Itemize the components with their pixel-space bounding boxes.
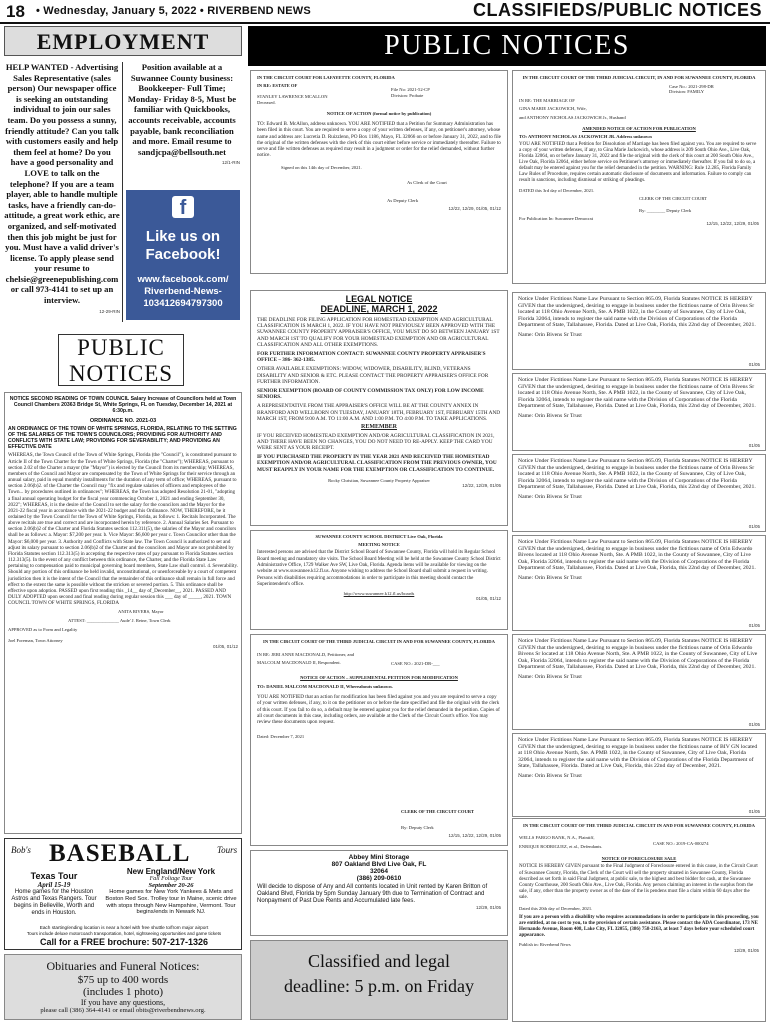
court1-division: Division: Probate bbox=[391, 93, 424, 98]
court3-date: 12/15, 12/22, 12/29, 01/05 bbox=[448, 833, 501, 838]
fictitious-notice bbox=[512, 634, 766, 730]
court1-title: NOTICE OF ACTION (formal notice by publication) bbox=[326, 111, 432, 117]
court3-dated: Dated: December 7, 2021 bbox=[257, 733, 305, 739]
fictitious-body: Notice Under Fictitious Name Law Pursuant to Section 865.09, Florida Statutes NOTICE IS HEREBY GIVEN that the undersigned, desiring to engage in business under the fictitious name of Orin Bivens Sr located at 118 Ohio Avenue North, Ste. A PMB 1022, in the County of Suwannee, City of Live Oak, Florida 32064, intends to register the said name with the Division of Corporations of the Florida Department of State, Tallahassee, Florida. Dated at Live Oak, Florida, this 22nd day of December, 2021. bbox=[518, 458, 756, 491]
storage-date: 12/29, 01/05 bbox=[475, 905, 501, 910]
bobs-label: Bob's bbox=[11, 845, 31, 855]
ordinance-attest: ATTEST: ______________ Aude' J. Reine, Town Clerk bbox=[68, 617, 171, 623]
court3-title: NOTICE OF ACTION – SUPPLEMENTAL PETITION FOR MODIFICATION bbox=[300, 674, 458, 680]
facebook-line1: Like us on bbox=[145, 228, 221, 245]
legal-p5: A REPRESENTATIVE FROM THE APPRAISER'S OFFICE WILL BE AT THE COUNTY ANNEX IN BRANFORD AND WELLBORN ON TUESDAY, JANUARY 18TH, FEBRUARY 1ST, FEBRUARY 15TH AND MARCH 1ST, FROM 9:00 A.M. TO 11:00 A.M. AND 1:00 P.M. TO 4:00 P.M. TO TAKE APPLICATIONS. bbox=[257, 403, 501, 422]
page-header bbox=[0, 0, 770, 24]
obit-contact: please call (386) 364-4141 or email obits@riverbendnews.org. bbox=[40, 1007, 206, 1014]
page-number: 18 bbox=[6, 2, 25, 21]
court-notice-modification bbox=[250, 634, 508, 846]
texas-tour bbox=[9, 871, 99, 917]
court3-parties: IN RE: JERI ANNE MACDONALD, Petitioner, and MALCOLM MACDONALD II, Respondent. bbox=[257, 651, 355, 665]
legal-subtitle: DEADLINE, MARCH 1, 2022 bbox=[320, 304, 438, 314]
help-wanted-ad bbox=[4, 62, 120, 314]
court1-date: 12/22, 12/29, 01/05, 01/12 bbox=[448, 205, 501, 211]
fictitious-body: Notice Under Fictitious Name Law Pursuant to Section 865.09, Florida Statutes NOTICE IS HEREBY GIVEN that the undersigned, desiring to engage in business under the fictitious name of Orin Edwardo Bivens Sr located at 118 Ohio Avenue North, Ste. A PMB 1022, in the County of Suwannee, City of Live Oak, Florida 32064, intends to register the said name with the Division of Corporations of the Florida Department of State, Tallahassee, Florida. Dated at Live Oak, Florida, this 22nd day of December, 2021. bbox=[518, 638, 758, 671]
baseball-footer1: Each starting/ending location is near a hotel with free shuttle to/from major airport bbox=[39, 925, 209, 930]
court2-husband: and ANTHONY NICHOLAS JACKOWICH Jr., Husband bbox=[519, 114, 626, 120]
baseball-title: BASEBALL bbox=[49, 840, 191, 867]
obit-price: $75 up to 400 words bbox=[77, 974, 169, 986]
fictitious-date: 01/05 bbox=[748, 722, 760, 727]
facebook-logo-icon: f bbox=[172, 196, 194, 218]
mini-storage-notice bbox=[250, 850, 508, 936]
fictitious-name: Name: Orin Bivens Sr Trust bbox=[518, 772, 582, 779]
obit-photo: (includes 1 photo) bbox=[82, 986, 164, 998]
ad-date: 12-29-RIN bbox=[99, 308, 120, 314]
tours-label: Tours bbox=[217, 845, 238, 855]
storage-body: Will decide to dispose of Any and All contents located in Unit rented by Karen Britton of Oakland Blvd, Florida by 5pm Sunday January 9th due to Termination of Contract and Nonpayment of Past Due Rents and Accumulated late fees. bbox=[257, 884, 488, 904]
legal-p3: OTHER AVAILABLE EXEMPTIONS: WIDOW, WIDOWER, DISABILITY, BLIND, VETERANS DISABILITY AND SENIOR & ETC. PLEASE CONTACT THE PROPERTY APPRAISER'S OFFICE FOR FURTHER INFORMATION. bbox=[257, 366, 489, 385]
employment-heading: EMPLOYMENT bbox=[4, 26, 242, 56]
legal-date: 12/22, 12/29, 01/05 bbox=[462, 483, 501, 489]
foreclosure-notice bbox=[512, 818, 766, 1022]
fictitious-date: 01/05 bbox=[748, 809, 760, 814]
baseball-cta: Call for a FREE brochure: 507-217-1326 bbox=[39, 937, 209, 947]
court2-court: IN THE CIRCUIT COURT OF THE THIRD JUDICIAL CIRCUIT, IN AND FOR SUWANNEE COUNTY, FLORIDA bbox=[522, 75, 756, 80]
bookkeeper-text: Position available at a Suwannee County business: Bookkeeper- Full Time; Monday- Friday 8-5, Must be familiar with Quickbooks, accounts receivable, accounts payable, bank reconciliation and more. Email resume to sandjcpa@bellsouth.net bbox=[127, 62, 237, 157]
texas-title: Texas Tour bbox=[30, 871, 78, 881]
public-notices-label: PUBLIC NOTICES bbox=[58, 334, 184, 386]
ne-sub: Fall Foliage Tour bbox=[149, 876, 193, 882]
foreclosure-title: NOTICE OF FORECLOSURE SALE bbox=[601, 855, 677, 861]
fictitious-notice bbox=[512, 535, 766, 631]
foreclosure-defendant: ENRIQUE RODRIGUEZ, et al., Defendants. bbox=[519, 844, 603, 850]
new-england-tour bbox=[103, 867, 239, 916]
storage-address: 807 Oakland Blvd Live Oak, FL 32064 bbox=[331, 861, 427, 875]
court1-court: IN THE CIRCUIT COURT FOR LAFAYETTE COUNTY, FLORIDA bbox=[257, 75, 395, 80]
ne-body: Home games for New York Yankees & Mets and Boston Red Sox. Trolley tour in Maine, scenic drive with stops through New Hampshire, Vermont. Tour begins/ends in Newark NJ. bbox=[105, 889, 237, 916]
court2-clerk: CLERK OF THE CIRCUIT COURT bbox=[639, 196, 707, 202]
court2-division: Division: FAMILY bbox=[669, 89, 705, 95]
ordinance-subtitle: AN ORDINANCE OF THE TOWN OF WHITE SPRINGS, FLORIDA, RELATING TO THE SETTING OF THE SALARIES OF THE TOWN'S COUNCILORS; PROVIDING FOR AUTHORITY AND CONFLICTS WITH STATE LAW; PROVIDING FOR SEVERABILITY; AND PROVIDING AN EFFECTIVE DATE bbox=[8, 425, 237, 451]
court2-body: YOU ARE NOTIFIED that a Petition for Dissolution of Marriage has been filed against you. You are required to serve a copy of your written defenses, if any, to Gina Marie Jackowich, whose address is 209 South Ohio Ave., Live Oak, Florida 32064, on or before January 31, 2022 and file the original with the clerk of this court at 200 South Ohio Ave., Live Oak, Florida 32064, either before service on Petitioner's attorney or immediately thereafter. If you fail to do so, a default may be entered against you for the relief demanded in the petition. WARNING: Rule 12.285, Florida Family Law Rules of Procedure, requires certain automatic disclosure of documents and information. Failure to comply can result in sanctions, including dismissal or striking of pleadings. bbox=[519, 141, 757, 183]
court2-to: TO: ANTHONY NICHOLAS JACKOWICH JR. Address unknown bbox=[519, 134, 652, 140]
fictitious-date: 01/05 bbox=[748, 362, 760, 367]
court1-deputy: As Deputy Clerk bbox=[387, 197, 419, 203]
court2-title: AMENDED NOTICE OF ACTION FOR PUBLICATION bbox=[582, 125, 696, 131]
storage-phone: (386) 209-0610 bbox=[356, 875, 402, 882]
court2-wife: GINA MARIE JACKOWICH, Wife, bbox=[519, 106, 587, 112]
fictitious-body: Notice Under Fictitious Name Law Pursuant to Section 865.09, Florida Statutes NOTICE IS HEREBY GIVEN that the undersigned, desiring to engage in business under the fictitious name of Orin Bivens Sr located at 118 Ohio Avenue North, Ste. A PMB 1022, in the County of Suwannee, City of Live Oak, Florida 32064, intends to register the said name with the Division of Corporations of the Florida Department of State, Tallahassee, Florida. Dated at Live Oak, Florida, this 22nd day of December, 2021. bbox=[518, 296, 756, 329]
facebook-url: www.facebook.com/ Riverbend-News- 103412694797300 bbox=[137, 274, 229, 309]
court2-re: IN RE: THE MARRIAGE OF bbox=[519, 97, 575, 103]
divider bbox=[122, 62, 123, 322]
ordinance-attorney: Joel Foreman, Town Attorney bbox=[8, 638, 63, 644]
public-notices-banner: PUBLIC NOTICES bbox=[248, 26, 766, 66]
court3-case: CASE NO.: 2021-DR-___ bbox=[391, 661, 440, 666]
ordinance-date: 01/05, 01/12 bbox=[212, 643, 238, 649]
court1-decedent: STANLEY LAWRENCE MCALLON Deceased. bbox=[257, 94, 328, 105]
fictitious-date: 01/05 bbox=[748, 623, 760, 628]
court1-file: File No: 2021-52-CP bbox=[391, 87, 430, 92]
section-title: CLASSIFIEDS/PUBLIC NOTICES bbox=[472, 0, 762, 20]
court2-case: Case No.: 2021-298-DR bbox=[669, 83, 714, 89]
court3-clerk: CLERK OF THE CIRCUIT COURT bbox=[401, 809, 475, 814]
ordinance-heading: NOTICE SECOND READING OF TOWN COUNCIL Salary Increase of Councilors held at Town Council Chambers 20363 Bridge St, White Springs, FL on Tuesday, December 14, 2021 at 6:30p.m. bbox=[9, 396, 237, 415]
school-notice bbox=[250, 530, 508, 630]
foreclosure-body: NOTICE IS HEREBY GIVEN pursuant to the Final Judgment of Foreclosure entered in this cause, in the Circuit Court of Suwannee County, Florida, the Clerk of the Court will sell the property situated in Suwannee County, Florida described as set forth in said Final Judgment, at public sale, to the highest and best bidder for cash, at the Suwannee County Courthouse, 200 South Ohio Ave., Live Oak, Florida. Any person claiming an interest in the surplus from the sale, if any, other than the property owner as of the date of the lis pendens must file a claim within 60 days after the sale. bbox=[519, 864, 758, 901]
baseball-ad[interactable] bbox=[4, 838, 242, 950]
dateline: • Wednesday, January 5, 2022 • RIVERBEND NEWS bbox=[36, 5, 311, 17]
legal-p6: IF YOU RECEIVED HOMESTEAD EXEMPTION AND/OR AGRICULTURAL CLASSIFICATION IN 2021, AND THERE HAVE BEEN NO CHANGES, YOU DO NOT NEED TO RE-APPLY. KEEP THE CARD YOU WERE SENT AS YOUR RECEIPT. bbox=[257, 432, 495, 452]
court1-clerk: As Clerk of the Court bbox=[407, 180, 447, 186]
legal-signer: Rocky Christian, Suwannee County Property Appraiser bbox=[328, 477, 430, 483]
legal-remember: REMEMBER bbox=[361, 424, 397, 431]
deadline-line1: Classified and legal bbox=[308, 951, 450, 971]
foreclosure-ada: If you are a person with a disability who requires accommodations in order to participate in this proceeding, you are entitled, at no cost to you, to the provision of certain assistance. Please contact the ADA Coordinator, 173 NE Hernando Avenue, Room 408, Lake City, FL 32055, (386) 758-2163, at least 7 days before your scheduled court appearance. bbox=[519, 915, 759, 939]
fictitious-body: Notice Under Fictitious Name Law Pursuant to Section 865.09, Florida Statutes NOTICE IS HEREBY GIVEN that the undersigned, desiring to engage in business under the fictitious name of Orin Bivens Sr located at 118 Ohio Avenue North, Ste. A PMB 1022, in the County of Suwannee, City of Live Oak, Florida 32064, intends to register the said name with the Division of Corporations of the Florida Department of State, Tallahassee, Florida. Dated at Live Oak, Florida, this 22nd day of December, 2021. bbox=[518, 377, 756, 410]
legal-title: LEGAL NOTICE bbox=[345, 294, 413, 304]
legal-p7: IF YOU PURCHASED THE PROPERTY IN THE YEAR 2021 AND RECEIVED THE HOMESTEAD EXEMPTION AND/OR AGRICULTURAL CLASSIFICATION FROM THE PREVIOUS OWNER, YOU MUST REAPPLY IN YOUR NAME FOR THE EXEMPTION OR CLASSIFICATION TO CONTINUE. bbox=[257, 454, 497, 473]
foreclosure-date: 12/29, 01/05 bbox=[733, 947, 759, 953]
bookkeeper-ad bbox=[124, 62, 240, 165]
court2-by: By: ________ Deputy Clerk bbox=[639, 207, 692, 213]
help-wanted-text: HELP WANTED - Advertising Sales Representative (sales person) Our newspaper office is seeking an outstanding individual to join our sales team. Do you possess a sunny, friendly attitude? Can you talk with customers easily and help them feel at home? Do you have a good personality and LOVE to talk on the telephone? If you are a team player, able to handle multiple tasks, have a friendly can-do- attitude, a great work ethic, are organized, and self-motivated then this job might be just for you. Must have a valid driver's license. To apply please send your resume to chelsie@greenepublishing.com or call 973-4141 to set up an interview. bbox=[4, 62, 120, 306]
foreclosure-case: CASE NO.: 2019-CA-000274 bbox=[653, 841, 709, 846]
deadline-line2: deadline: 5 p.m. on Friday bbox=[284, 976, 474, 996]
court1-estate: IN RE: ESTATE OF bbox=[257, 82, 298, 88]
court3-by: By: Deputy Clerk bbox=[401, 825, 434, 830]
ordinance-body: WHEREAS, the Town Council of the Town of White Springs, Florida (the "Council"), is constituted pursuant to Article II of the Town Charter for the Town of White Springs, Florida (the "Charter"); WHEREAS, pursuant to section 2.02 of the Charter a mayor (the "Mayor") is elected by the Council from its membership; WHEREAS, members of the Council and Mayor are compensated by the Town of White Springs for their service through an annual salary, paid in equal monthly installments for the duration of any term of office; WHEREAS, pursuant to section 2.06(b)2. of the Charter the Council may "fix and regulate salaries of officers and employees of the Town... by procedures outlined in ordinances"; WHEREAS, the Town has adopted Resolution 21-01, "adopting a final annual operating budget for the fiscal year commencing October 1, 2021 and ending September 30, 2022"; WHEREAS, it is the desire of the Council to set the salary for the councilors and the Mayor for the 2021-22 fiscal year in accordance with the 2021-22 budget and this Ordinance. NOW, THEREFORE, be it ordained by the Town Council for the Town of White Springs, Florida, as follows: 1. Recitals Incorporated. The above recitals are true and correct and are incorporated herein by reference. 2. Annual Salaries Set. Pursuant to section 2.06(b)2 of the Charter and Florida Statutes section 112.311(5), the salaries of the Mayor and councilors shall be as follows: a. Mayor: $7,200 per year. b. Vice Mayor: $6,600 per year c. Town Councilor other than the Mayor: $6,000 per year. 3. Authority and Conflicts with State law. The Town Council is authorized to set and adjust its salary pursuant to section 2.06(b)2 of the Charter and the councilors and Mayor are not prohibited by Florida Statutes section 112.313(5) in accepting the respective rates of pay pursuant to Florida Statutes section 112.313(5). In the event of any conflict between this ordinance, the Charter, and the Florida State Law pertaining to compensation paid to municipal governing board members, State Law shall control. 4. Severability. Should any portion of this ordinance be held invalid, unconstitutional, or unenforceable by a court of competent jurisdiction then it is the intent of the Council that the remainder of this ordinance shall remain in full force and effect to the extent the same is possible without the stricken or severed portion. 5. This ordinance shall be effective upon adoption. PASSED upon first reading this _14__ day of_December__, 2021. PASSED AND DULY ADOPTED upon second and final reading during regular session this ___ day of _____, 2021. TOWN COUNCIL TOWN OF WHITE SPRINGS, FLORIDA bbox=[8, 452, 238, 607]
school-date: 01/05, 01/12 bbox=[475, 596, 501, 602]
school-title: SUWANNEE COUNTY SCHOOL DISTRICT Live Oak, Florida bbox=[315, 534, 443, 539]
legal-p2: FOR FURTHER INFORMATION CONTACT: SUWANNEE COUNTY PROPERTY APPRAISER'S OFFICE – 386- 362-1385. bbox=[257, 351, 486, 364]
foreclosure-pub: Publish in: Riverbend News bbox=[519, 942, 571, 948]
fictitious-name: Name: Orin Bivens Sr Trust bbox=[518, 412, 582, 419]
fictitious-notice bbox=[512, 733, 766, 817]
court3-court: IN THE CIRCUIT COURT OF THE THIRD JUDICIAL CIRCUIT IN AND FOR SUWANNEE COUNTY, FLORIDA bbox=[263, 639, 495, 644]
court3-to: TO: DANIEL MALCOM MACDONALD II, Whereabouts unknown. bbox=[257, 684, 393, 690]
school-body: Interested persons are advised that the District School Board of Suwannee County, Florida will hold its Regular School Board meeting and mandatory site visits. The School Board Meeting will be held at the Suwannee County School District Administrative Office, 1729 Walker Ave SW, Live Oak, Florida. Agenda items will be available for viewing on the website at www.suwannee.k12.fl.us. Anyone wishing to address the School Board shall submit a request in writing. Persons with disabilities requiring accommodations in order to participate in this meeting should contact the Superintendent's office. bbox=[257, 550, 501, 588]
school-subtitle: MEETING NOTICE bbox=[358, 541, 400, 547]
court-notice-estate bbox=[250, 70, 508, 274]
ad-date: 12/1-RIN bbox=[221, 160, 240, 166]
court2-dated: DATED this 3rd day of December, 2021. bbox=[519, 187, 595, 193]
foreclosure-plaintiff: WELLS FARGO BANK, N.A., Plaintiff, bbox=[519, 834, 595, 840]
fictitious-date: 01/05 bbox=[748, 524, 760, 529]
facebook-line2: Facebook! bbox=[145, 246, 221, 263]
fictitious-date: 01/05 bbox=[748, 443, 760, 448]
ordinance-signer: ANITA RIVERS, Mayor bbox=[118, 609, 164, 615]
fictitious-name: Name: Orin Bivens Sr Trust bbox=[518, 493, 582, 500]
ordinance-title: ORDINANCE NO. 2021-03 bbox=[89, 417, 157, 424]
foreclosure-court: IN THE CIRCUIT COURT OF THE THIRD JUDICIAL CIRCUIT IN AND FOR SUWANNEE COUNTY, FLORIDA bbox=[523, 823, 755, 828]
obit-title: Obituaries and Funeral Notices: bbox=[46, 959, 200, 973]
deadline-box bbox=[250, 940, 508, 1020]
court2-pub: For Publication In: Suwannee Democrat bbox=[519, 215, 593, 221]
school-link[interactable]: http://www.suwannee.k12.fl.us/boards bbox=[343, 590, 415, 596]
storage-title: Abbey Mini Storage bbox=[348, 854, 410, 861]
legal-p4: SENIOR EXEMPTION (BOARD OF COUNTY COMMISSION TAX ONLY) FOR LOW INCOME SENIORS. bbox=[257, 388, 484, 401]
obit-q: If you have any questions, bbox=[80, 998, 166, 1007]
fictitious-notice bbox=[512, 373, 766, 451]
ordinance-approved: APPROVED as to Form and Legality bbox=[8, 626, 78, 632]
court-notice-marriage bbox=[512, 70, 766, 284]
fictitious-name: Name: Orin Bivens Sr Trust bbox=[518, 673, 582, 680]
court1-body: TO: Edward B. McAllon, address unknown. YOU ARE NOTIFIED that a Petition for Summary Administration has been filed in this court. You are required to serve a copy of your written defenses, if any, on petitioner's attorney, whose name and address are: Lucretia D. Ruizzlenn, PO Box 1186, Mayo, FL 32066 on or before January 31, 2022, and to file the original of the written defenses with the clerk of this court either before service or immediately thereafter. Failure to serve and file written defenses as required may result in a judgment or order for the relief demanded, without further notice. bbox=[257, 120, 501, 159]
obituaries-ad bbox=[4, 954, 242, 1020]
ne-dates: September 20-26 bbox=[148, 882, 194, 889]
fictitious-notice bbox=[512, 292, 766, 370]
legal-p1: THE DEADLINE FOR FILING APPLICATION FOR HOMESTEAD EXEMPTION AND AGRICULTURAL CLASSIFICATION IS MARCH 1, 2022. IF YOU HAVE NOT PREVIOUSLY BEEN APPROVED WITH THE SUWANNEE COUNTY PROPERTY APPRAISER'S OFFICE, YOU MUST DO SO BETWEEN JANUARY 1ST AND MARCH 1ST TO QUALIFY FOR YOUR HOMESTEAD EXEMPTION AND OR AGRICULTURAL CLASSIFICATION AND ALL OTHER EXEMPTIONS. bbox=[257, 317, 500, 348]
fictitious-name: Name: Orin Bivens Sr Trust bbox=[518, 574, 582, 581]
fictitious-body: Notice Under Fictitious Name Law Pursuant to Section 865.09, Florida Statutes NOTICE IS HEREBY GIVEN that the undersigned, desiring to engage in business under the fictitious name of Orin Edwardo Bivens located at 118 Ohio Avenue North, Ste. A PMB 1022, in the County of Suwannee, City of Live Oak, Florida 32064, intends to register the said name with the Division of Corporations of the Florida Department of State, Tallahassee, Florida. Dated at Live Oak, Florida, this 22nd day of December, 2021. bbox=[518, 539, 756, 572]
court3-body: YOU ARE NOTIFIED that an action for modification has been filed against you and you are required to serve a copy of your written defenses, if any, to it on the petitioner on or before the date specified and file the original with the clerk of this court. If you fail to do so, a default may be entered against you for the relief demanded in the petition. Copies of all court documents in this case, including orders, are available at the Clerk of the Circuit Court's office. You may review these documents upon request. bbox=[257, 693, 500, 726]
fictitious-notice bbox=[512, 454, 766, 532]
court1-signed: Signed on this 14th day of December, 2021. bbox=[281, 164, 362, 170]
fictitious-name: Name: Orin Bivens Sr Trust bbox=[518, 331, 582, 338]
fictitious-body: Notice Under Fictitious Name Law Pursuant to Section 865.09, Florida Statutes NOTICE IS HEREBY GIVEN that the undersigned, desiring to engage in business under the fictitious name of BIV GN located at 118 Ohio Avenue North, Ste. A PMB 1022, in the County of Suwannee, City of Live Oak, Florida 32064, intends to register the said name with the Division of Corporations of the Florida Department of State, Tallahassee, Florida. Dated at Live Oak, Florida, this 22nd day of December, 2021. bbox=[518, 737, 758, 770]
legal-notice bbox=[250, 290, 508, 526]
foreclosure-dated: Dated this 20th day of December, 2021. bbox=[519, 905, 593, 911]
fictitious-notices bbox=[512, 292, 766, 820]
texas-body: Home games for the Houston Astros and Texas Rangers. Tour begins in Belleville, Worth and ends in Houston. bbox=[11, 889, 97, 916]
facebook-ad[interactable] bbox=[126, 190, 240, 320]
texas-dates: April 15-19 bbox=[37, 881, 71, 889]
baseball-footer2: Tours include deluxe motorcoach transportation, hotel, sightseeing opportunities and game tickets bbox=[26, 931, 222, 936]
ordinance-notice bbox=[4, 392, 242, 834]
court2-date: 12/15, 12/22, 12/29, 01/05 bbox=[706, 221, 759, 227]
ne-title: New England/New York bbox=[126, 867, 216, 876]
